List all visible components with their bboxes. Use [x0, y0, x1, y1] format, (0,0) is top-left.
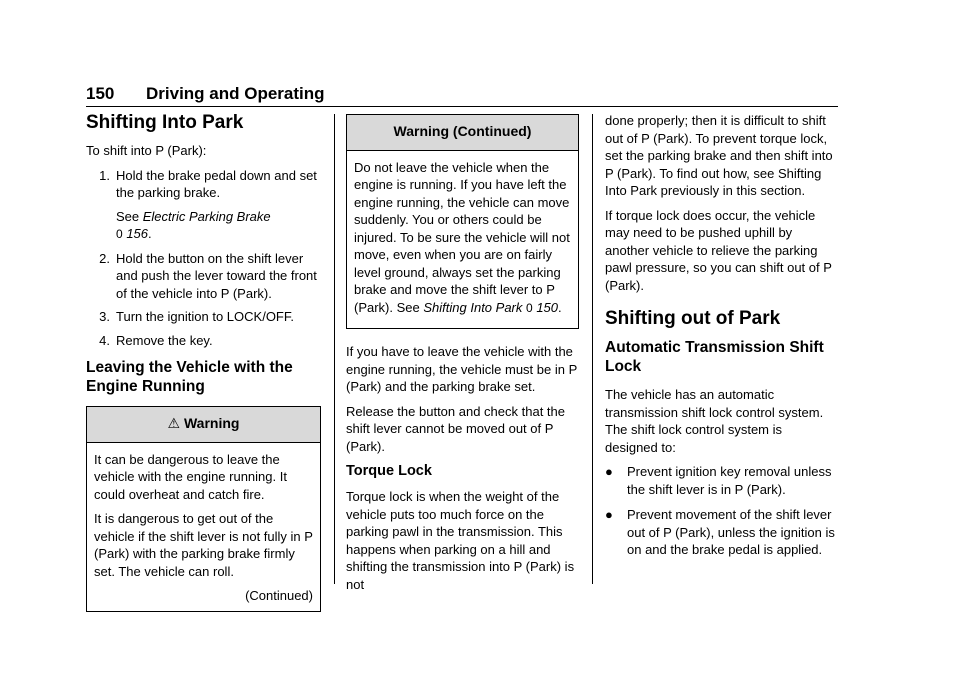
- list-item: [86, 332, 321, 350]
- continued-label: (Continued): [245, 588, 313, 603]
- warning-body: [87, 443, 320, 611]
- list-item: ● Prevent movement of the shift lever out of P (Park), unless the ignition is on and the brake pedal is applied.: [605, 507, 835, 557]
- body-paragraph: If you have to leave the vehicle with the engine running, the vehicle must be in P (Park) and the parking brake set.: [346, 344, 578, 394]
- warning-header: Warning (Continued): [347, 115, 578, 151]
- warning-box: [86, 406, 321, 612]
- page-ref-icon: 0: [116, 227, 123, 241]
- section-title: Driving and Operating: [146, 84, 325, 103]
- subheading-torque-lock: Torque Lock: [346, 463, 432, 479]
- step-number: 3.: [99, 309, 110, 324]
- subheading-leaving-vehicle: Leaving the Vehicle with the Engine Running: [86, 359, 293, 395]
- body-paragraph: The vehicle has an automatic transmission shift lock control system. The shift lock control system is designed to:: [605, 387, 824, 455]
- warning-paragraph: It can be dangerous to leave the vehicle with the engine running. It could overheat and catch fire.: [94, 451, 287, 502]
- column-1: [86, 112, 321, 612]
- section-heading-shifting-out-of-park: Shifting out of Park: [605, 308, 781, 329]
- list-item: [86, 250, 321, 303]
- body-paragraph: Release the button and check that the shift lever cannot be moved out of P (Park).: [346, 403, 565, 454]
- step-number: 4.: [99, 332, 110, 348]
- warning-box-continued: [346, 114, 579, 329]
- step-number: 1.: [99, 167, 110, 183]
- page-number: 150: [86, 84, 115, 103]
- list-item: ● Prevent ignition key removal unless the shift lever is in P (Park).: [605, 464, 832, 497]
- warning-icon: ⚠: [167, 415, 181, 431]
- step-text: Remove the key.: [116, 332, 213, 348]
- cross-reference[interactable]: See Shifting Into Park 0 150.: [396, 299, 562, 315]
- step-text: Hold the button on the shift lever and push the lever toward the front of the vehicle into P (Park).: [116, 250, 317, 301]
- step-text: Hold the brake pedal down and set the parking brake.: [116, 167, 317, 200]
- column-2: [346, 114, 579, 600]
- column-3: [605, 112, 837, 567]
- column-divider-left: [334, 114, 335, 584]
- list-item: [86, 167, 321, 244]
- step-text: Turn the ignition to LOCK/OFF.: [116, 309, 294, 324]
- cross-reference[interactable]: See Electric Parking Brake 0 156.: [116, 208, 271, 241]
- bullet-icon: ●: [605, 507, 613, 522]
- warning-paragraph: It is dangerous to get out of the vehicle if the shift lever is not fully in P (Park) with the parking brake firmly set. The vehicle can roll.: [94, 511, 313, 579]
- section-heading-shifting-into-park: Shifting Into Park: [86, 112, 244, 133]
- body-paragraph: done properly; then it is difficult to shift out of P (Park). To prevent torque lock, set the parking brake and then shift into P (Park). To find out how, see Shifting Into Park previously in this section.: [605, 113, 833, 198]
- column-divider-right: [592, 114, 593, 584]
- bullet-icon: ●: [605, 464, 613, 479]
- step-number: 2.: [99, 250, 110, 266]
- steps-list: [86, 167, 321, 350]
- body-paragraph: Torque lock is when the weight of the vehicle puts too much force on the parking pawl in the transmission. This happens when parking on a hill and shifting the transmission into P (Park) is not: [346, 489, 575, 592]
- bullet-list: [605, 463, 837, 559]
- warning-body: [347, 151, 578, 329]
- page-header: [86, 84, 838, 107]
- intro-text: To shift into P (Park):: [86, 143, 207, 158]
- warning-title: Warning: [183, 415, 240, 431]
- body-paragraph: If torque lock does occur, the vehicle may need to be pushed uphill by another vehicle to relieve the parking pawl pressure, so you can shift out of P (Park).: [605, 207, 832, 293]
- subheading-shift-lock: Automatic Transmission Shift Lock: [605, 339, 824, 375]
- warning-paragraph: Do not leave the vehicle when the engine is running. If you have left the engine running, the vehicle can move suddenly. You or others could be injured. To be sure the vehicle will not move, even when you are on fairly level ground, always set the parking brake and move the shift lever to P (Park). See Shifting Into Park 0 150.: [354, 159, 570, 315]
- page-ref-icon: 0: [526, 300, 533, 315]
- warning-header: [87, 407, 320, 443]
- list-item: [86, 308, 321, 326]
